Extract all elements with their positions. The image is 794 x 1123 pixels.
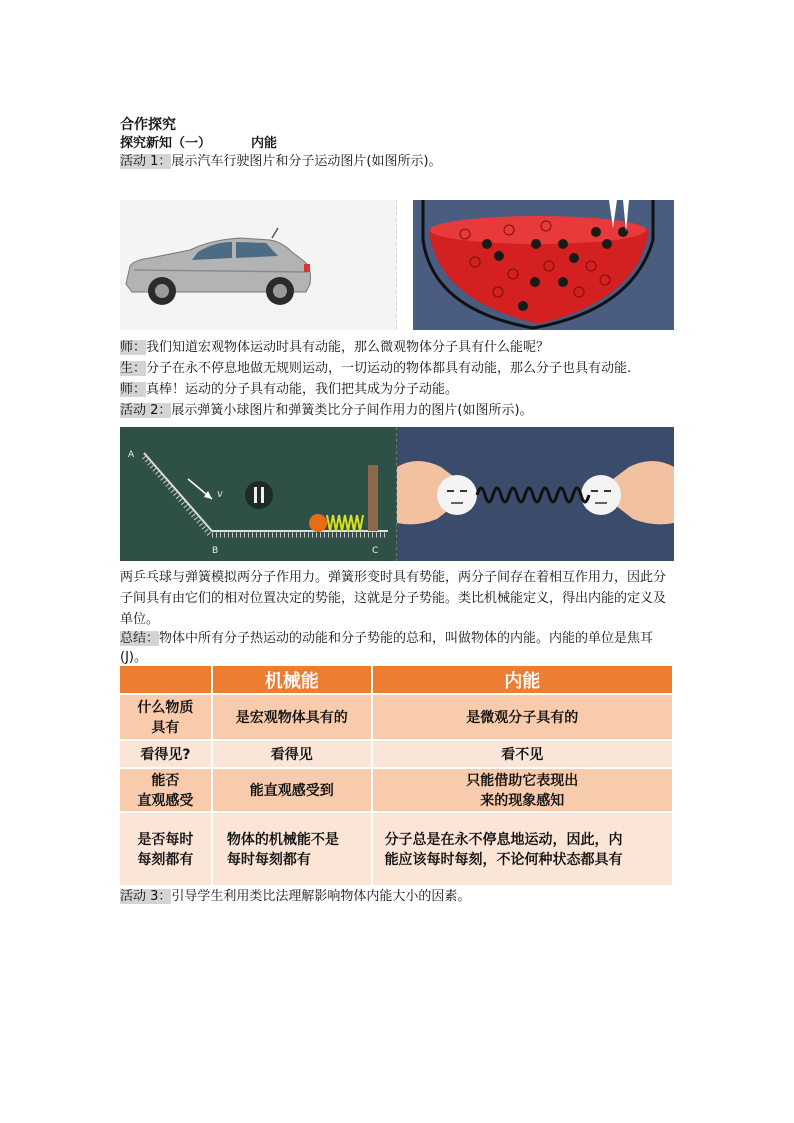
- header-cell-internal: 内能: [372, 666, 673, 694]
- label-v: v: [217, 489, 223, 500]
- activity-2-text: 展示弹簧小球图片和弹簧类比分子间作用力的图片(如图所示)。: [171, 403, 533, 418]
- table-header-row: [120, 666, 673, 694]
- activity-1: [120, 153, 442, 171]
- dialog-line-1: [120, 339, 549, 357]
- molecule-image: [413, 200, 674, 330]
- row-mechanical: 物体的机械能不是 每时每刻都有: [212, 812, 372, 886]
- car-image: [120, 200, 397, 330]
- subheading-label: 探究新知（一）: [120, 136, 212, 151]
- label-a: A: [128, 450, 135, 460]
- subheading-topic: 内能: [251, 136, 278, 151]
- row-internal: 是微观分子具有的: [372, 694, 673, 740]
- dialog-line-3: [120, 381, 458, 399]
- summary-tag: 总结：: [120, 631, 160, 646]
- dialog-1-tag: 师：: [120, 340, 147, 355]
- summary: [120, 629, 675, 667]
- dialog-line-2: [120, 360, 631, 378]
- header-cell-empty: [120, 666, 212, 694]
- row-label: 看得见?: [120, 740, 212, 768]
- row-label: 什么物质 具有: [120, 694, 212, 740]
- dialog-2-text: 分子在永不停息地做无规则运动，一切运动的物体都具有动能，那么分子也具有动能.: [146, 361, 632, 376]
- label-b: B: [212, 546, 219, 556]
- figure-1: [120, 200, 674, 330]
- activity-1-text: 展示汽车行驶图片和分子运动图片(如图所示)。: [171, 154, 442, 169]
- dialog-2-tag: 生：: [120, 361, 147, 376]
- activity-2: [120, 402, 533, 420]
- subheading: [120, 135, 277, 153]
- section-heading: 合作探究: [120, 117, 176, 133]
- spring-ball-image: [120, 427, 397, 561]
- comparison-table: [120, 666, 674, 887]
- row-mechanical: 是宏观物体具有的: [212, 694, 372, 740]
- activity-1-tag: 活动 1：: [120, 154, 172, 169]
- row-internal: 只能借助它表现出 来的现象感知: [372, 768, 673, 812]
- header-cell-mechanical: 机械能: [212, 666, 372, 694]
- activity-3-text: 引导学生利用类比法理解影响物体内能大小的因素。: [171, 889, 471, 904]
- summary-text: 物体中所有分子热运动的动能和分子势能的总和，叫做物体的内能。内能的单位是焦耳(J)。: [120, 631, 654, 665]
- activity-3-tag: 活动 3：: [120, 889, 172, 904]
- activity-3: [120, 888, 470, 906]
- dialog-3-text: 真棒！运动的分子具有动能，我们把其成为分子动能。: [146, 382, 459, 397]
- table-row: [120, 768, 673, 812]
- analogy-paragraph: 两乒乓球与弹簧模拟两分子作用力。弹簧形变时具有势能，两分子间存在着相互作用力，因此分子间具有由它们的相对位置决定的势能，这就是分子势能。类比机械能定义，得出内能的定义及单位。: [120, 570, 667, 627]
- figure-2: [120, 427, 674, 561]
- activity-2-tag: 活动 2：: [120, 403, 172, 418]
- spring-molecules-image: [397, 427, 674, 561]
- label-c: C: [372, 546, 379, 556]
- dialog-3-tag: 师：: [120, 382, 147, 397]
- row-label: 能否 直观感受: [120, 768, 212, 812]
- table-row: [120, 812, 673, 886]
- row-internal: 看不见: [372, 740, 673, 768]
- row-mechanical: 看得见: [212, 740, 372, 768]
- row-mechanical: 能直观感受到: [212, 768, 372, 812]
- dialog-1-text: 我们知道宏观物体运动时具有动能，那么微观物体分子具有什么能呢？: [146, 340, 550, 355]
- table-row: [120, 694, 673, 740]
- row-internal: 分子总是在永不停息地运动，因此，内 能应该每时每刻，不论何种状态都具有: [372, 812, 673, 886]
- row-label: 是否每时 每刻都有: [120, 812, 212, 886]
- table-row: [120, 740, 673, 768]
